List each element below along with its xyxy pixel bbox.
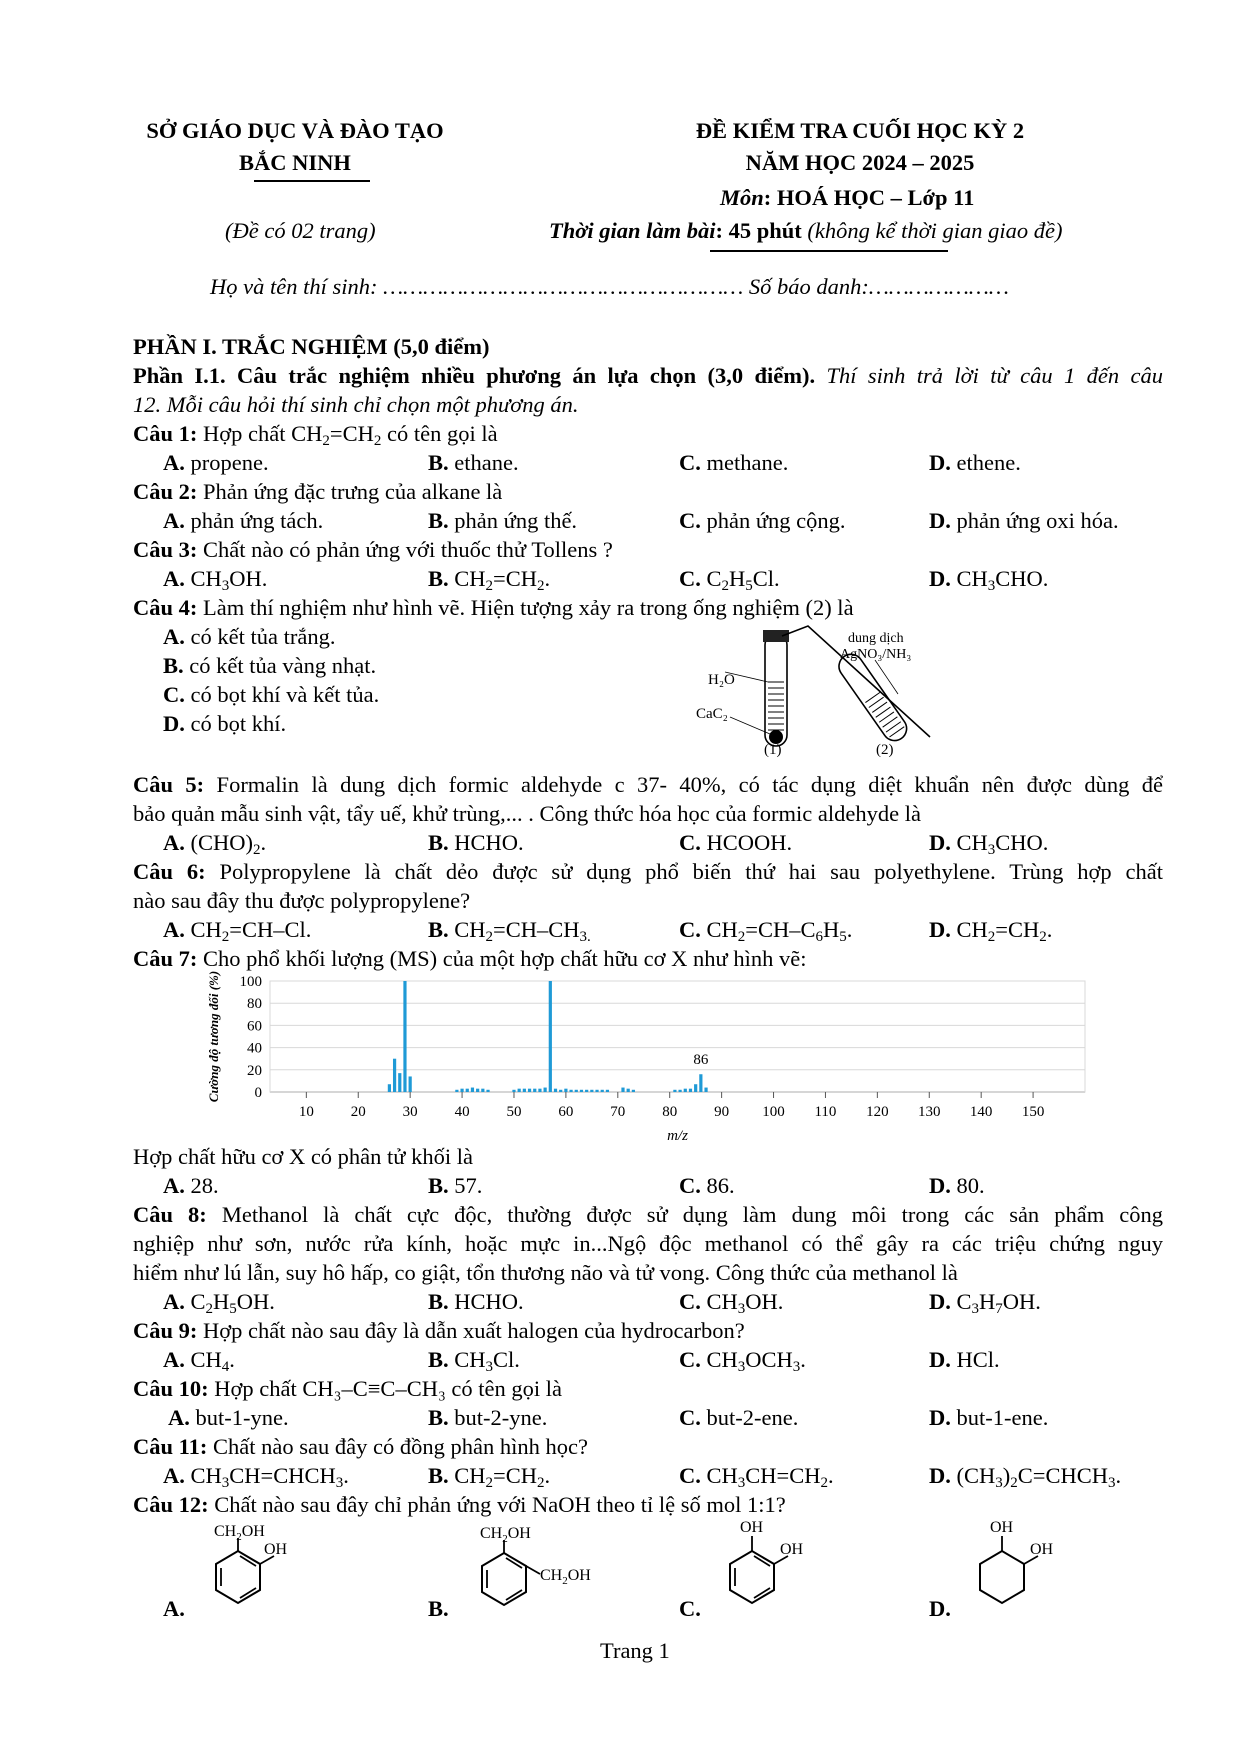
q8-option-a: A. $C_2H_5OH$.	[163, 1289, 275, 1317]
q5-option-b: B. HCHO.	[428, 830, 524, 855]
q11-option-b: B. $CH_2=CH_2$.	[428, 1463, 551, 1491]
q3-option-d: D. $CH_3CHO$.	[929, 566, 1049, 594]
svg-text:CH2OH: $CH_2OH$	[480, 1525, 531, 1545]
q1-option-a: A. propene.	[163, 450, 269, 475]
q10-option-a: A. but-1-yne.	[168, 1405, 289, 1430]
spectrum-peak	[481, 1089, 484, 1092]
q6-option-d: D. $CH_2=CH_2$.	[929, 917, 1053, 945]
x-tick-label: 70	[610, 1104, 626, 1120]
spectrum-peak	[544, 1088, 547, 1092]
solution-label-2: AgNO₃/NH₃	[840, 647, 912, 662]
q12-structure-c	[700, 1514, 810, 1630]
x-tick-label: 10	[298, 1104, 314, 1120]
spectrum-peak	[538, 1089, 541, 1092]
x-tick-label: 80	[662, 1104, 678, 1120]
carbide-pointer	[730, 717, 770, 734]
province-name: BẮC NINH	[239, 150, 351, 175]
x-tick-label: 60	[558, 1104, 574, 1120]
q12-structure-d	[950, 1514, 1060, 1630]
svg-text:OH: OH	[264, 1541, 288, 1558]
q12-option-d: D.	[929, 1596, 951, 1621]
x-tick-label: 120	[866, 1104, 889, 1120]
spectrum-peak	[569, 1090, 572, 1092]
svg-text:OH: OH	[990, 1519, 1014, 1536]
q2-option-d: D. phản ứng oxi hóa.	[929, 508, 1119, 533]
svg-text:OH: OH	[1030, 1541, 1054, 1558]
x-tick-label: 90	[714, 1104, 730, 1120]
q9-option-d: D. HCl.	[929, 1347, 1000, 1372]
solution-label-1: dung dịch	[848, 631, 904, 646]
q1-text-a: Hợp chất CH	[197, 421, 323, 446]
question-4: Câu 4: Làm thí nghiệm như hình vẽ. Hiện tượng xảy ra trong ống nghiệm (2) là	[133, 595, 854, 620]
svg-text:OH: OH	[740, 1519, 764, 1536]
q9-option-b: B. $CH_3Cl$.	[428, 1347, 520, 1375]
province-underline	[254, 180, 370, 182]
q7-option-c: C. 86.	[679, 1173, 735, 1198]
q12-option-c: C.	[679, 1596, 701, 1621]
q2-option-c: C. phản ứng cộng.	[679, 508, 846, 533]
q3-option-c: C. $C_2H_5Cl$.	[679, 566, 780, 594]
svg-text:OH: OH	[780, 1541, 804, 1558]
spectrum-peak	[699, 1074, 702, 1092]
spectrum-peak	[564, 1089, 567, 1092]
spectrum-peak	[601, 1090, 604, 1092]
q10-option-b: B. but-2-yne.	[428, 1405, 548, 1430]
q5-option-c: C. HCOOH.	[679, 830, 793, 855]
section-instruction	[133, 361, 1163, 390]
time-note: (không kể thời gian giao đề)	[801, 218, 1063, 243]
test-tube-1	[765, 634, 787, 746]
svg-text:CH2OH: $CH_2OH$	[214, 1523, 265, 1543]
q2-option-b: B. phản ứng thế.	[428, 508, 578, 533]
x-tick-label: 110	[814, 1104, 837, 1120]
spectrum-peak	[595, 1090, 598, 1092]
spectrum-peak	[523, 1089, 526, 1092]
question-1	[133, 419, 498, 448]
apparatus-figure	[690, 622, 960, 757]
spectrum-peak	[606, 1090, 609, 1092]
question-6-line-2: nào sau đây thu được polypropylene?	[133, 888, 471, 913]
y-tick-label: 80	[247, 996, 262, 1013]
spectrum-peak	[398, 1073, 401, 1092]
question-8-line-3: hiểm như lú lẫn, suy hô hấp, co giật, tổn thương não và tử vong. Công thức của methanol là	[133, 1260, 958, 1285]
department-name: SỞ GIÁO DỤC VÀ ĐÀO TẠO	[146, 118, 444, 143]
q9-option-c: C. $CH_3OCH_3$.	[679, 1347, 806, 1375]
q8-option-d: D. $C_3H_7OH$.	[929, 1289, 1041, 1317]
x-axis-label: m/z	[667, 1128, 688, 1144]
x-tick-label: 140	[969, 1104, 993, 1120]
question-8-line-2: nghiệp như sơn, nước rửa kính, hoặc mực in...Ngộ độc methanol có thể gây ra các triệu chứng nguy	[133, 1231, 1163, 1256]
q4-option-a: A. có kết tủa trắng.	[163, 624, 336, 649]
spectrum-peak	[590, 1090, 593, 1092]
y-tick-label: 60	[247, 1018, 262, 1035]
question-2: Câu 2: Phản ứng đặc trưng của alkane là	[133, 479, 503, 504]
spectrum-peak	[528, 1089, 531, 1092]
q8-option-b: B. HCHO.	[428, 1289, 524, 1314]
spectrum-peak	[580, 1090, 583, 1092]
spectrum-peak	[403, 981, 406, 1092]
y-tick-label: 20	[247, 1062, 262, 1079]
q1-sub-1: 2	[322, 433, 330, 449]
y-axis-label: Cường độ tương đối (%)	[206, 970, 221, 1103]
section-title: PHẦN I. TRẮC NGHIỆM (5,0 điểm)	[133, 334, 490, 359]
q12-option-b: B.	[428, 1596, 449, 1621]
subsection-title: Phần I.1. Câu trắc nghiệm nhiều phương án lựa chọn (3,0 điểm).	[133, 363, 816, 388]
question-9: Câu 9: Hợp chất nào sau đây là dẫn xuất halogen của hydrocarbon?	[133, 1318, 745, 1343]
solution-pointer	[875, 660, 898, 694]
spectrum-peak	[455, 1090, 458, 1092]
subject-value: : HOÁ HỌC – Lớp 11	[763, 185, 975, 210]
x-tick-label: 40	[454, 1104, 470, 1120]
q6-option-c: C. $CH_2=CH-C_6H_5$.	[679, 917, 853, 945]
spectrum-peak	[460, 1089, 463, 1092]
time-label: Thời gian làm bài	[549, 218, 716, 243]
x-tick-label: 130	[918, 1104, 941, 1120]
q10-option-c: C. but-2-ene.	[679, 1405, 799, 1430]
chart-bars	[388, 981, 708, 1092]
exam-title: ĐỀ KIỂM TRA CUỐI HỌC KỲ 2	[695, 118, 1025, 143]
spectrum-peak	[554, 1089, 557, 1092]
q1-label: Câu 1:	[133, 421, 198, 446]
chart-grid	[270, 981, 1085, 1092]
instruction-text-a: Thí sinh trả lời từ câu 1 đến câu	[815, 363, 1163, 388]
question-5-line-2: bảo quản mẫu sinh vật, tẩy uế, khử trùng,... . Công thức hóa học của formic aldehyde là	[133, 801, 921, 826]
spectrum-peak	[393, 1059, 396, 1092]
spectrum-peak	[476, 1089, 479, 1092]
question-5-line-1: Câu 5: Formalin là dung dịch formic aldehyde c 37- 40%, có tác dụng diệt khuẩn nên được dùng để	[133, 772, 1163, 797]
instruction-text-b: 12. Mỗi câu hỏi thí sinh chỉ chọn một phương án.	[133, 392, 579, 417]
spectrum-peak	[704, 1088, 707, 1092]
x-tick-label: 50	[506, 1104, 522, 1120]
q9-option-a: A. $CH_4$.	[163, 1347, 235, 1375]
student-info-line: Họ và tên thí sinh: ……………………………………………… Số báo danh:…………………	[210, 274, 1009, 299]
question-11: Câu 11: Chất nào sau đây có đồng phân hình học?	[133, 1434, 588, 1459]
spectrum-peak	[549, 981, 552, 1092]
tube-2-label: (2)	[876, 742, 894, 758]
spectrum-peak	[512, 1090, 515, 1092]
time-value: : 45 phút	[715, 218, 802, 243]
time-underline	[710, 250, 948, 252]
spectrum-peak	[694, 1084, 697, 1092]
spectrum-peak	[533, 1089, 536, 1092]
q6-option-b: B. $CH_2=CH-CH_{3.}$	[428, 917, 591, 945]
q12-option-a: A.	[163, 1596, 185, 1621]
q7-option-d: D. 80.	[929, 1173, 985, 1198]
page-number: Trang 1	[600, 1638, 670, 1663]
x-tick-label: 150	[1021, 1104, 1045, 1120]
svg-text:CH2OH: $CH_2OH$	[540, 1567, 591, 1587]
q11-option-c: C. $CH_3CH=CH_2$.	[679, 1463, 834, 1491]
q1-option-c: C. methane.	[679, 450, 789, 475]
spectrum-peak	[559, 1090, 562, 1092]
q7-option-a: A. 28.	[163, 1173, 219, 1198]
spectrum-peak	[575, 1090, 578, 1092]
spectrum-peak	[621, 1088, 624, 1092]
time-line	[549, 216, 1062, 245]
q5-option-d: D. $CH_3CHO$.	[929, 830, 1049, 858]
spectrum-peak	[466, 1089, 469, 1092]
question-8-line-1: Câu 8: Methanol là chất cực độc, thường được sử dụng làm dung môi trong các sản phẩm công	[133, 1202, 1163, 1227]
q3-option-a: A. $CH_3OH$.	[163, 566, 268, 594]
question-6-line-1: Câu 6: Polypropylene là chất dẻo được sử dụng phổ biến thứ hai sau polyethylene. Trùng hợp chất	[133, 859, 1163, 884]
spectrum-peak	[684, 1089, 687, 1092]
q4-option-d: D. có bọt khí.	[163, 711, 287, 736]
q4-option-c: C. có bọt khí và kết tủa.	[163, 682, 380, 707]
q3-option-b: B. $CH_2=CH_2$.	[428, 566, 551, 594]
spectrum-peak	[678, 1090, 681, 1092]
pages-note: (Đề có 02 trang)	[225, 218, 376, 243]
q1-sub-2: 2	[373, 433, 382, 449]
q12-structure-a	[186, 1520, 296, 1630]
x-tick-label: 30	[402, 1104, 418, 1120]
q4-option-b: B. có kết tủa vàng nhạt.	[163, 653, 377, 678]
subject-label: Môn	[720, 185, 764, 210]
q2-option-a: A. phản ứng tách.	[163, 508, 324, 533]
spectrum-peak	[471, 1088, 474, 1092]
water-label: H₂O	[708, 672, 735, 688]
spectrum-peak	[486, 1090, 489, 1092]
spectrum-peak	[518, 1089, 521, 1092]
y-tick-label: 40	[247, 1040, 262, 1057]
q11-option-a: A. $CH_3CH=CHCH_3$.	[163, 1463, 349, 1491]
mass-spectrum-chart	[200, 970, 1100, 1144]
test-tube-2	[834, 650, 911, 746]
question-7: Câu 7: Cho phổ khối lượng (MS) của một hợp chất hữu cơ X như hình vẽ:	[133, 946, 807, 971]
question-12: Câu 12: Chất nào sau đây chỉ phản ứng với NaOH theo tỉ lệ số mol 1:1?	[133, 1492, 786, 1517]
spectrum-peak	[632, 1090, 635, 1092]
q1-option-b: B. ethane.	[428, 450, 519, 475]
q1-option-d: D. ethene.	[929, 450, 1021, 475]
school-year: NĂM HỌC 2024 – 2025	[745, 150, 975, 175]
plot-frame	[270, 981, 1085, 1092]
q5-option-a: A. $(CHO)_2$.	[163, 830, 267, 858]
q1-text-b: =CH	[329, 421, 374, 446]
x-tick-label: 20	[350, 1104, 366, 1120]
q1-text-c: có tên gọi là	[381, 421, 498, 446]
spectrum-peak	[388, 1084, 391, 1092]
q11-option-d: D. $(CH_3)_2C=CHCH_3$.	[929, 1463, 1122, 1491]
spectrum-peak	[409, 1076, 412, 1092]
q10-option-d: D. but-1-ene.	[929, 1405, 1049, 1430]
x-tick-label: 100	[762, 1104, 785, 1120]
q6-option-a: A. $CH_2=CH-Cl$.	[163, 917, 312, 945]
subject-line	[720, 183, 974, 212]
chart-ticks	[240, 974, 1045, 1120]
q8-option-c: C. $CH_3OH$.	[679, 1289, 784, 1317]
stopper	[763, 630, 789, 642]
carbide-label: CaC₂	[696, 706, 728, 722]
spectrum-peak	[585, 1090, 588, 1092]
spectrum-peak	[689, 1089, 692, 1092]
question-10: Câu 10: Hợp chất CH₃–C≡C–CH₃ có tên gọi là	[133, 1376, 563, 1401]
y-tick-label: 100	[239, 974, 262, 990]
q12-structure-b	[452, 1522, 591, 1632]
tube-1-label: (1)	[764, 742, 782, 758]
y-tick-label: 0	[254, 1085, 262, 1101]
water-level	[768, 682, 784, 730]
q7-option-b: B. 57.	[428, 1173, 483, 1198]
spectrum-peak	[673, 1090, 676, 1092]
spectrum-peak	[627, 1089, 630, 1092]
question-7-after: Hợp chất hữu cơ X có phân tử khối là	[133, 1144, 473, 1169]
peak-annotation: 86	[693, 1052, 709, 1069]
question-3: Câu 3: Chất nào có phản ứng với thuốc thử Tollens ?	[133, 537, 613, 562]
